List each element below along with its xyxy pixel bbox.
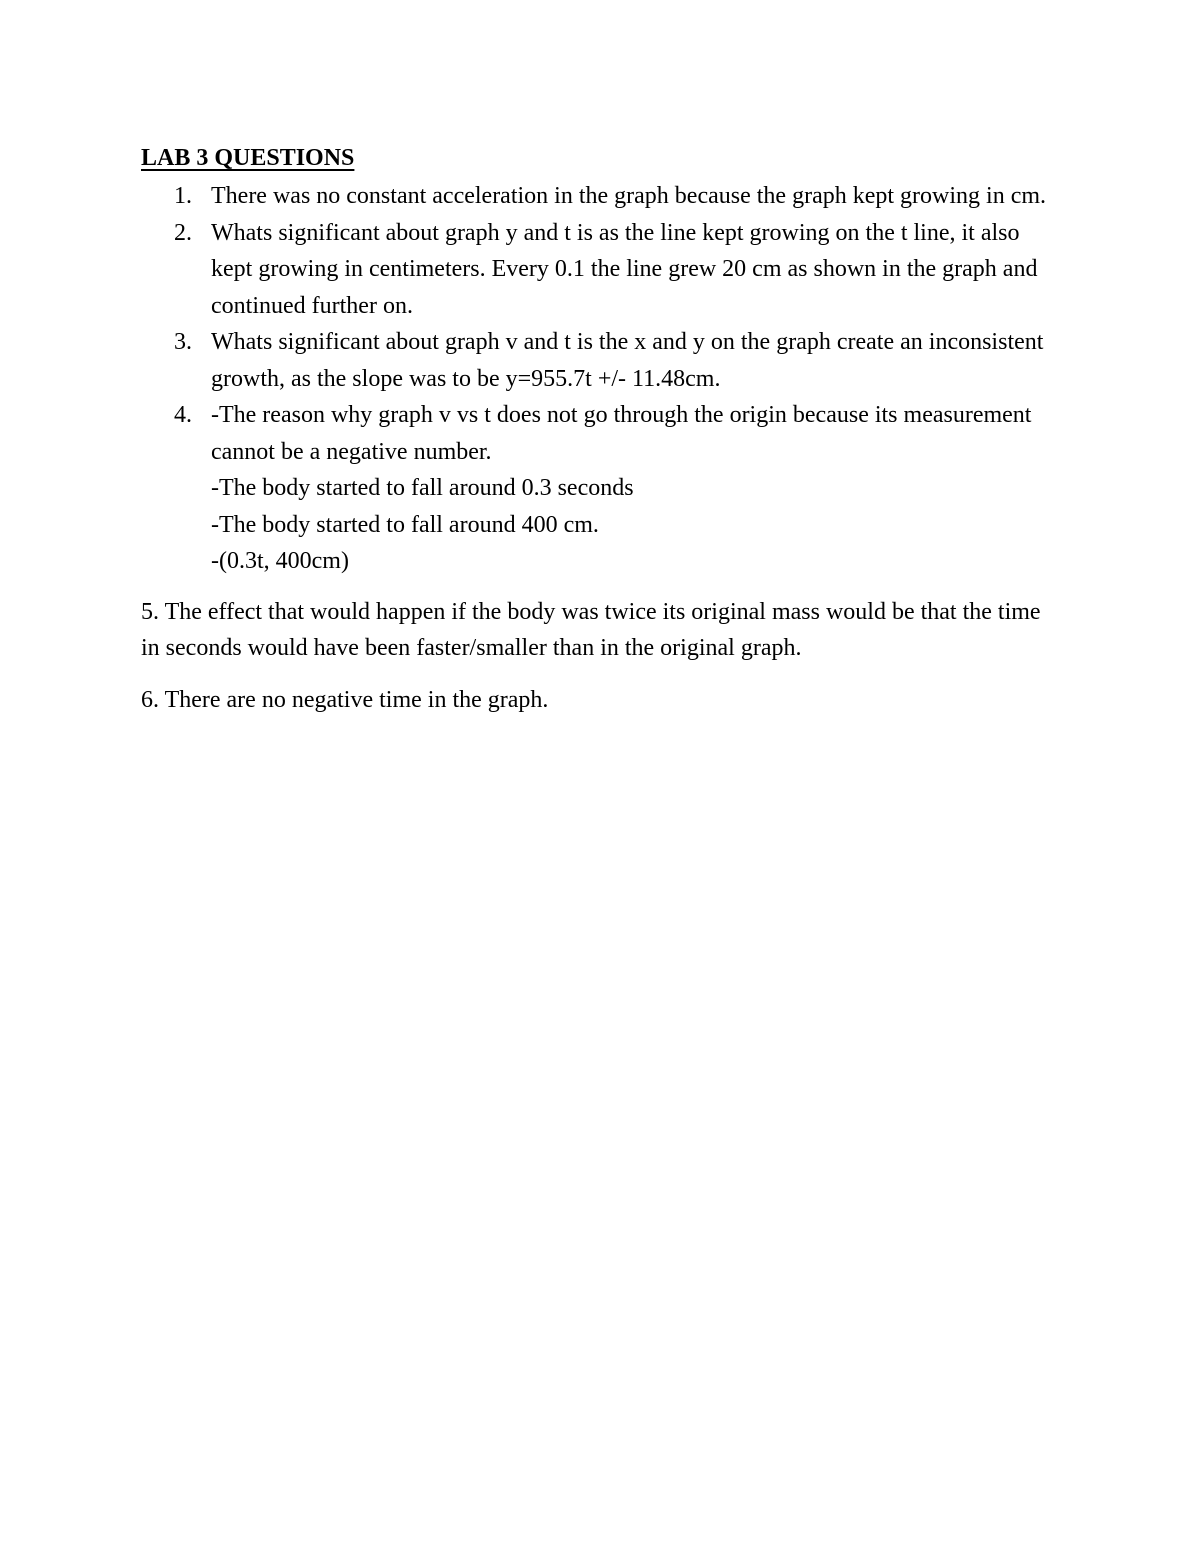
list-item-number: 3. <box>174 329 192 355</box>
question-list <box>141 178 1061 580</box>
page-title: LAB 3 QUESTIONS <box>141 145 355 171</box>
document-body <box>141 140 1061 718</box>
answer-text: -The reason why graph v vs t does not go through the origin because its measurement cannot be a negative number. <box>211 402 1032 465</box>
list-item-number: 2. <box>174 219 192 246</box>
list-item-number: 4. <box>174 402 192 428</box>
list-item <box>174 397 1061 580</box>
list-item <box>174 178 1061 215</box>
list-item-number: 1. <box>174 183 192 209</box>
answer-text: Whats significant about graph v and t is the x and y on the graph create an inconsistent growth, as the slope was to be y=955.7t +/- 11.48cm. <box>211 329 1044 392</box>
answer-text: -The body started to fall around 0.3 seconds <box>211 475 634 501</box>
answer-text: -The body started to fall around 400 cm. <box>211 511 599 538</box>
answer-text: -(0.3t, 400cm) <box>211 548 349 574</box>
answer-text: Whats significant about graph y and t is as the line kept growing on the t line, it also kept growing in centimeters. Every 0.1 the line grew 20 cm as shown in the graph and continued further on. <box>211 219 1038 319</box>
paragraph-question-6: 6. There are no negative time in the graph. <box>141 686 549 713</box>
list-item <box>174 215 1061 325</box>
list-item <box>174 324 1061 397</box>
answer-text: There was no constant acceleration in the graph because the graph kept growing in cm. <box>211 183 1047 209</box>
paragraph-question-5: 5. The effect that would happen if the body was twice its original mass would be that the time in seconds would have been faster/smaller than in the original graph. <box>141 598 1041 661</box>
